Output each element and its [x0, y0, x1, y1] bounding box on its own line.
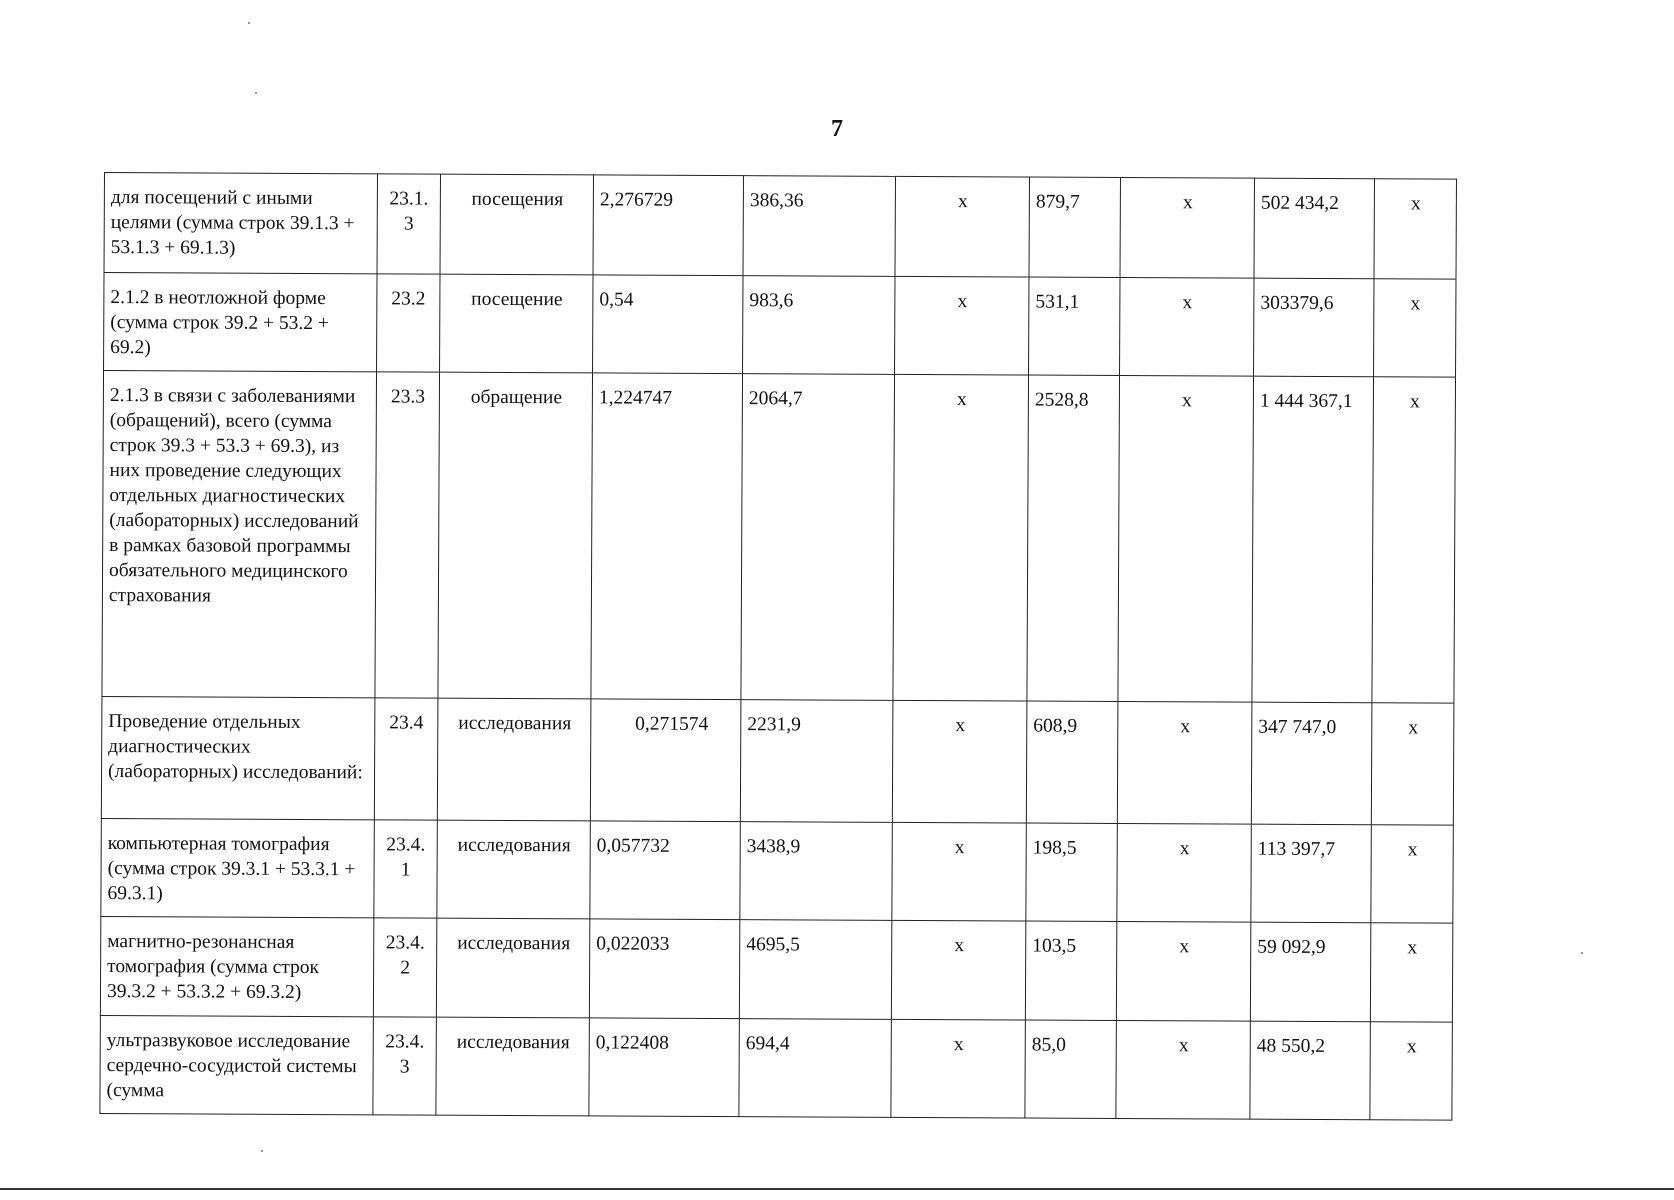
- norm-cell: 0,54: [593, 275, 743, 374]
- value-cell: 103,5: [1025, 921, 1116, 1020]
- x-mark-cell: х: [1120, 177, 1254, 278]
- x-mark-cell: х: [1371, 825, 1453, 923]
- cost-cell: 386,36: [743, 176, 895, 277]
- x-mark-cell: х: [895, 276, 1029, 375]
- row-code-cell: 23.4. 1: [374, 820, 437, 918]
- value-cell: 879,7: [1029, 177, 1120, 277]
- value-cell: 608,9: [1026, 701, 1118, 823]
- unit-cell: посещения: [440, 174, 593, 275]
- cost-cell: 2231,9: [740, 700, 893, 823]
- row-name-cell: Проведение отдельных диагностических (лабораторных) исследований:: [101, 696, 375, 819]
- row-code-cell: 23.1. 3: [377, 174, 440, 274]
- x-mark-cell: х: [1374, 279, 1456, 377]
- row-name-cell: для посещений с иными целями (сумма строк 39.1.3 + 53.1.3 + 69.1.3): [104, 173, 377, 274]
- x-mark-cell: х: [1120, 277, 1254, 376]
- norm-cell: 0,022033: [589, 919, 739, 1019]
- total-cell: 48 550,2: [1250, 1021, 1370, 1120]
- x-mark-cell: х: [1118, 375, 1254, 702]
- row-code-cell: 23.3: [375, 372, 440, 698]
- unit-cell: посещение: [440, 274, 593, 373]
- x-mark-cell: х: [1370, 923, 1452, 1022]
- row-code-cell: 23.4: [374, 698, 438, 820]
- total-cell: 502 434,2: [1254, 178, 1374, 279]
- x-mark-cell: х: [891, 920, 1025, 1020]
- x-mark-cell: х: [1116, 1020, 1250, 1119]
- x-mark-cell: х: [895, 176, 1029, 277]
- row-name-cell: 2.1.2 в неотложной форме (сумма строк 39.2 + 53.2 + 69.2): [104, 273, 377, 372]
- table-row: [100, 1015, 1452, 1120]
- x-mark-cell: х: [892, 822, 1026, 921]
- cost-cell: 3438,9: [740, 822, 892, 921]
- total-cell: 59 092,9: [1250, 922, 1370, 1022]
- cost-cell: 694,4: [739, 1019, 891, 1118]
- table-row: [100, 916, 1452, 1022]
- x-mark-cell: х: [1370, 1022, 1452, 1120]
- value-cell: 2528,8: [1027, 375, 1120, 701]
- table-row: [104, 173, 1456, 280]
- total-cell: 303379,6: [1254, 278, 1374, 377]
- cost-cell: 2064,7: [741, 374, 895, 701]
- x-mark-cell: х: [1371, 703, 1454, 825]
- scan-speck: [255, 92, 257, 94]
- page-number: 7: [831, 116, 843, 142]
- row-name-cell: 2.1.3 в связи с заболеваниями (обращений), всего (сумма строк 39.3 + 53.3 + 69.3), из них проведение следующих отдельных диагностических (лабораторных) исследований в рамках базовой программы обязательного медицинского страхования: [102, 371, 377, 698]
- value-cell: 531,1: [1029, 277, 1120, 375]
- x-mark-cell: х: [1117, 701, 1252, 824]
- table-body: [100, 173, 1457, 1121]
- row-code-cell: 23.4. 3: [373, 1017, 436, 1115]
- x-mark-cell: х: [893, 374, 1029, 701]
- unit-cell: обращение: [438, 372, 593, 699]
- total-cell: 347 747,0: [1251, 702, 1372, 825]
- unit-cell: исследования: [437, 698, 591, 821]
- row-name-cell: компьютерная томография (сумма строк 39.3.1 + 53.3.1 + 69.3.1): [101, 818, 374, 917]
- row-name-cell: ультразвуковое исследование сердечно-сосудистой системы (сумма: [100, 1015, 373, 1114]
- norm-cell: 0,271574: [590, 699, 741, 822]
- value-cell: 198,5: [1026, 823, 1117, 921]
- value-cell: 85,0: [1025, 1020, 1116, 1118]
- norm-cell: 2,276729: [593, 175, 743, 276]
- cost-cell: 983,6: [743, 276, 895, 375]
- scan-speck: [248, 22, 250, 24]
- x-mark-cell: х: [1117, 823, 1251, 922]
- x-mark-cell: х: [892, 700, 1027, 823]
- norm-cell: 0,057732: [590, 821, 740, 920]
- table-row: [101, 818, 1453, 923]
- x-mark-cell: х: [1374, 179, 1456, 279]
- x-mark-cell: х: [1372, 377, 1456, 703]
- table-row: [104, 273, 1456, 378]
- norm-cell: 1,224747: [591, 373, 743, 700]
- x-mark-cell: х: [891, 1019, 1025, 1118]
- unit-cell: исследования: [436, 918, 589, 1018]
- row-code-cell: 23.2: [377, 274, 440, 372]
- total-cell: 1 444 367,1: [1252, 376, 1374, 703]
- norm-cell: 0,122408: [589, 1018, 739, 1117]
- table-row: [102, 371, 1456, 704]
- total-cell: 113 397,7: [1251, 824, 1371, 923]
- unit-cell: исследования: [436, 1017, 589, 1116]
- table-row: [101, 696, 1454, 825]
- unit-cell: исследования: [437, 820, 590, 919]
- x-mark-cell: х: [1116, 921, 1250, 1021]
- table-container: [99, 172, 1457, 1121]
- data-table: [99, 172, 1457, 1121]
- page-bottom-rule: [0, 1188, 1674, 1190]
- row-code-cell: 23.4. 2: [373, 918, 436, 1017]
- cost-cell: 4695,5: [739, 920, 891, 1020]
- scan-speck: [1581, 952, 1583, 954]
- scan-speck: [261, 1150, 263, 1152]
- row-name-cell: магнитно-резонансная томография (сумма строк 39.3.2 + 53.3.2 + 69.3.2): [100, 916, 373, 1016]
